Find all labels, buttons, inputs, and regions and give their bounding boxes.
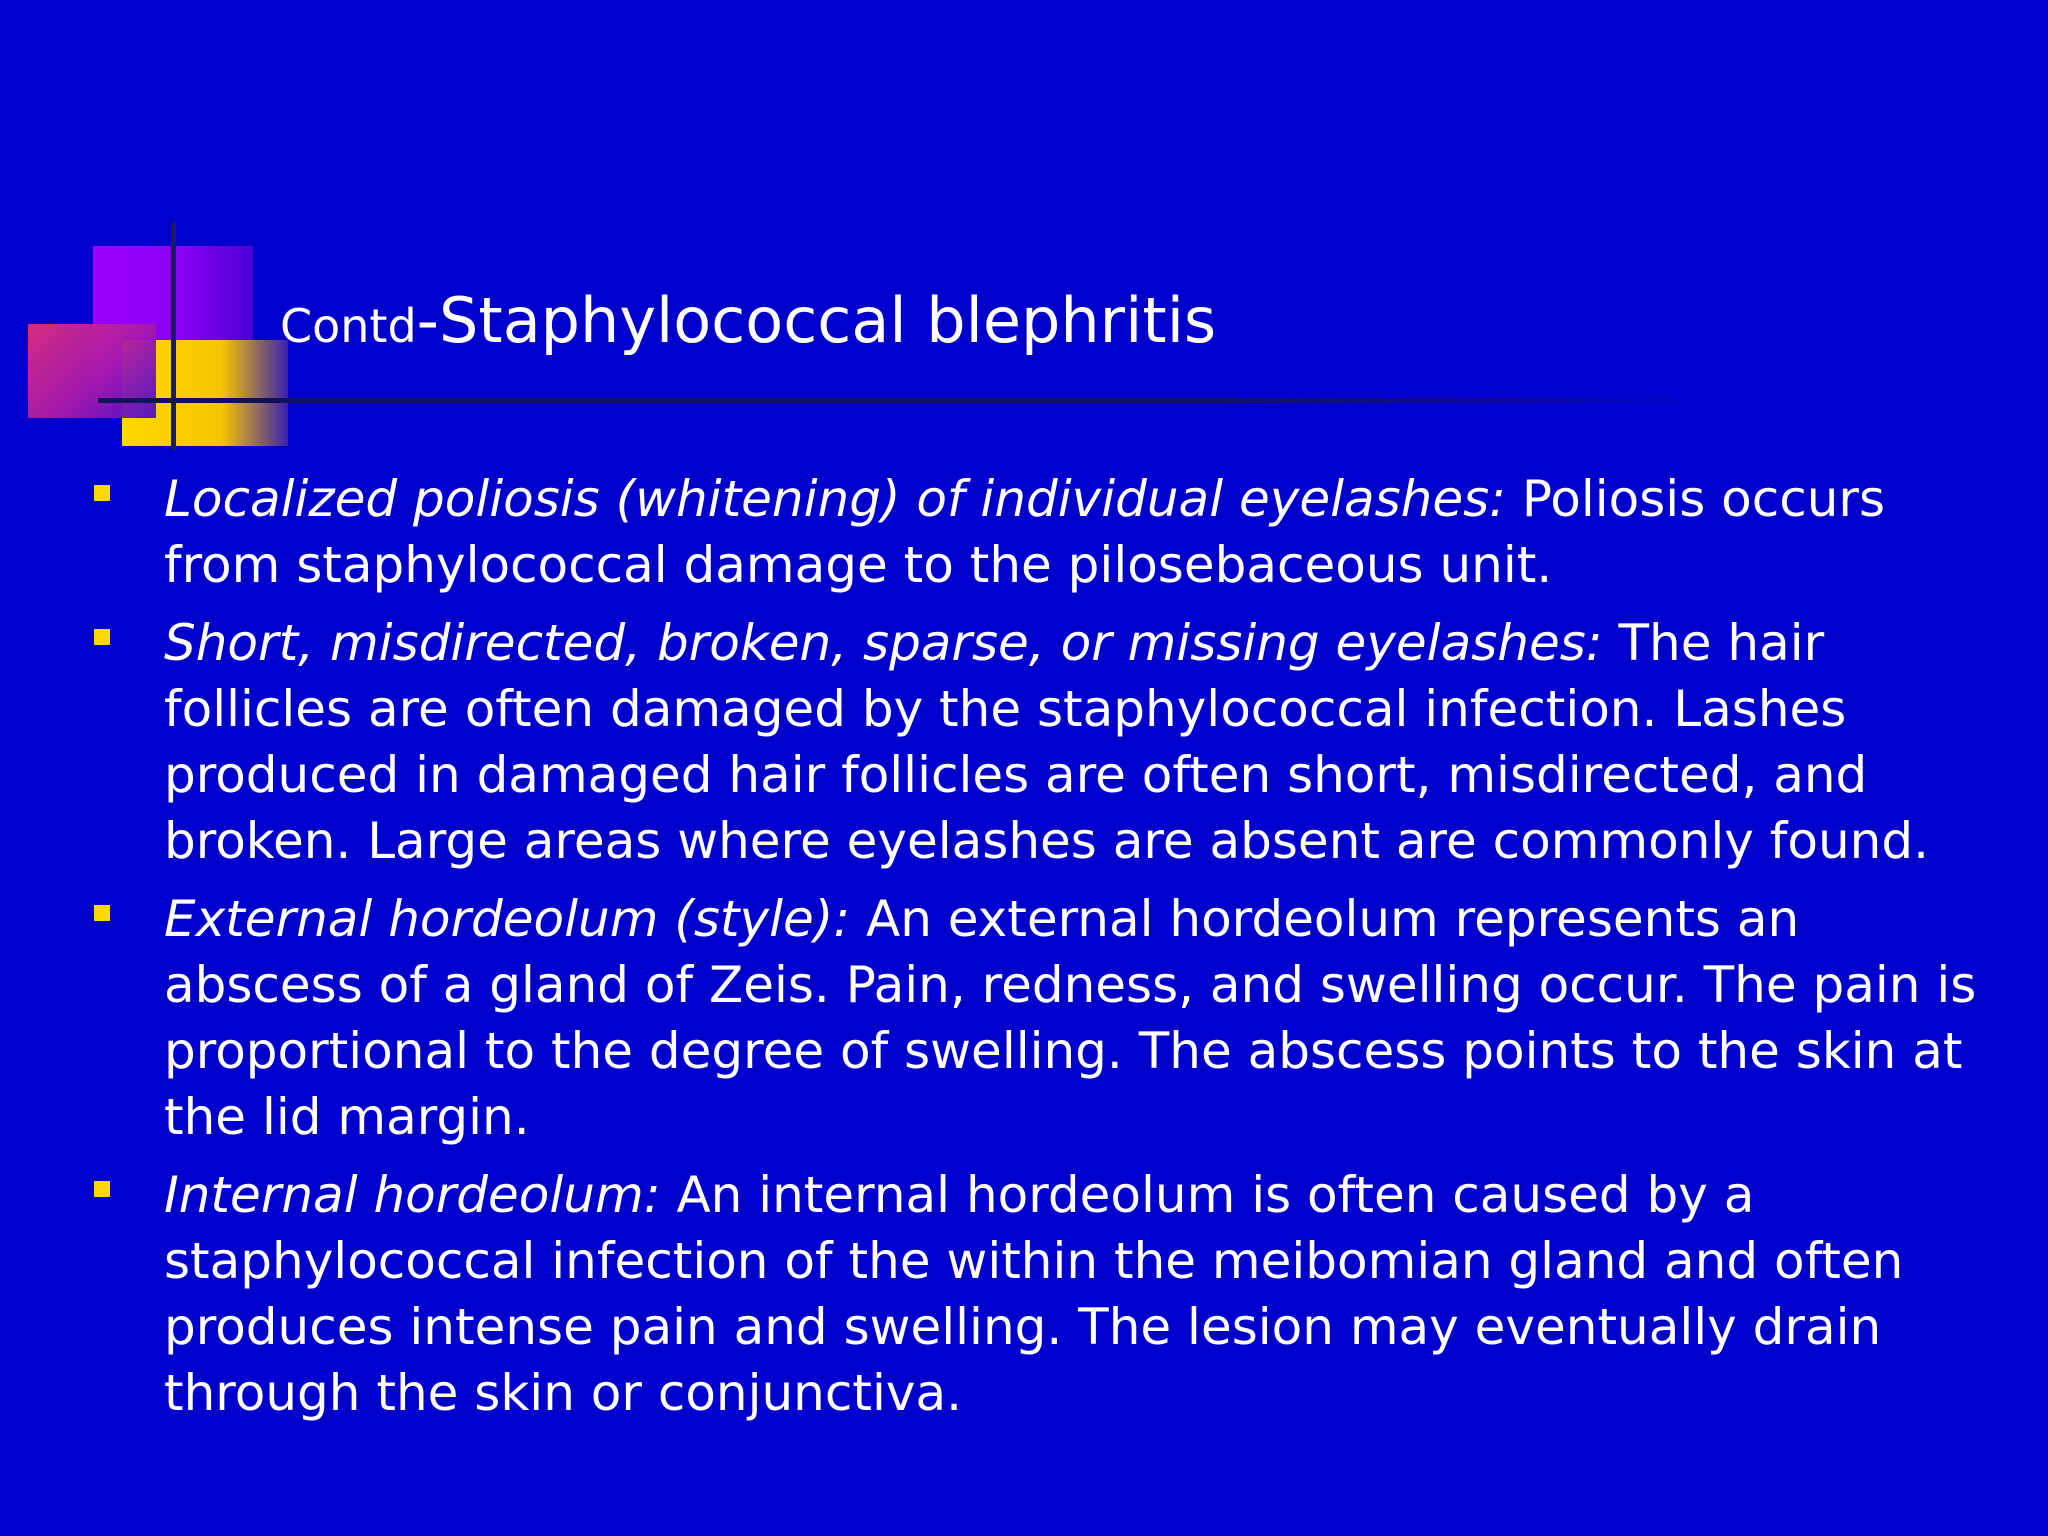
slide-title-prefix: Contd: [280, 299, 417, 353]
square-bullet-icon: [94, 629, 110, 645]
bullet-item: [0, 886, 2048, 1150]
bullet-term: Internal hordeolum:: [164, 1166, 661, 1224]
bullet-term: External hordeolum (style):: [164, 890, 851, 948]
bullet-item: [0, 610, 2048, 874]
bullet-term: Localized poliosis (whitening) of individual eyelashes:: [164, 470, 1507, 528]
square-bullet-icon: [94, 905, 110, 921]
decorative-pink-square: [28, 324, 156, 418]
decorative-vertical-line: [171, 222, 176, 450]
slide-title-main: -Staphylococcal blephritis: [416, 284, 1217, 357]
bullet-text: The hair follicles are often damaged by the staphylococcal infection. Lashes produced in damaged hair follicles are often short, misdirected, and broken. Large areas where eyelashes are absent are commonly found.: [164, 614, 1929, 870]
bullet-term: Short, misdirected, broken, sparse, or missing eyelashes:: [164, 614, 1603, 672]
bullet-text: Poliosis occurs from staphylococcal damage to the pilosebaceous unit.: [164, 470, 1886, 594]
square-bullet-icon: [94, 485, 110, 501]
bullet-text: An internal hordeolum is often caused by a staphylococcal infection of the within the meibomian gland and often produces intense pain and swelling. The lesion may eventually drain through the skin or conjunctiva.: [164, 1166, 1904, 1422]
bullet-text: An external hordeolum represents an abscess of a gland of Zeis. Pain, redness, and swelling occur. The pain is proportional to the degree of swelling. The abscess points to the skin at the lid margin.: [164, 890, 1977, 1146]
bullet-item: [0, 466, 2048, 598]
title-underline: [98, 398, 1698, 403]
bullet-item: [0, 1162, 2048, 1426]
bullet-list: [0, 466, 2048, 1438]
slide-title: [280, 284, 1217, 357]
square-bullet-icon: [94, 1181, 110, 1197]
